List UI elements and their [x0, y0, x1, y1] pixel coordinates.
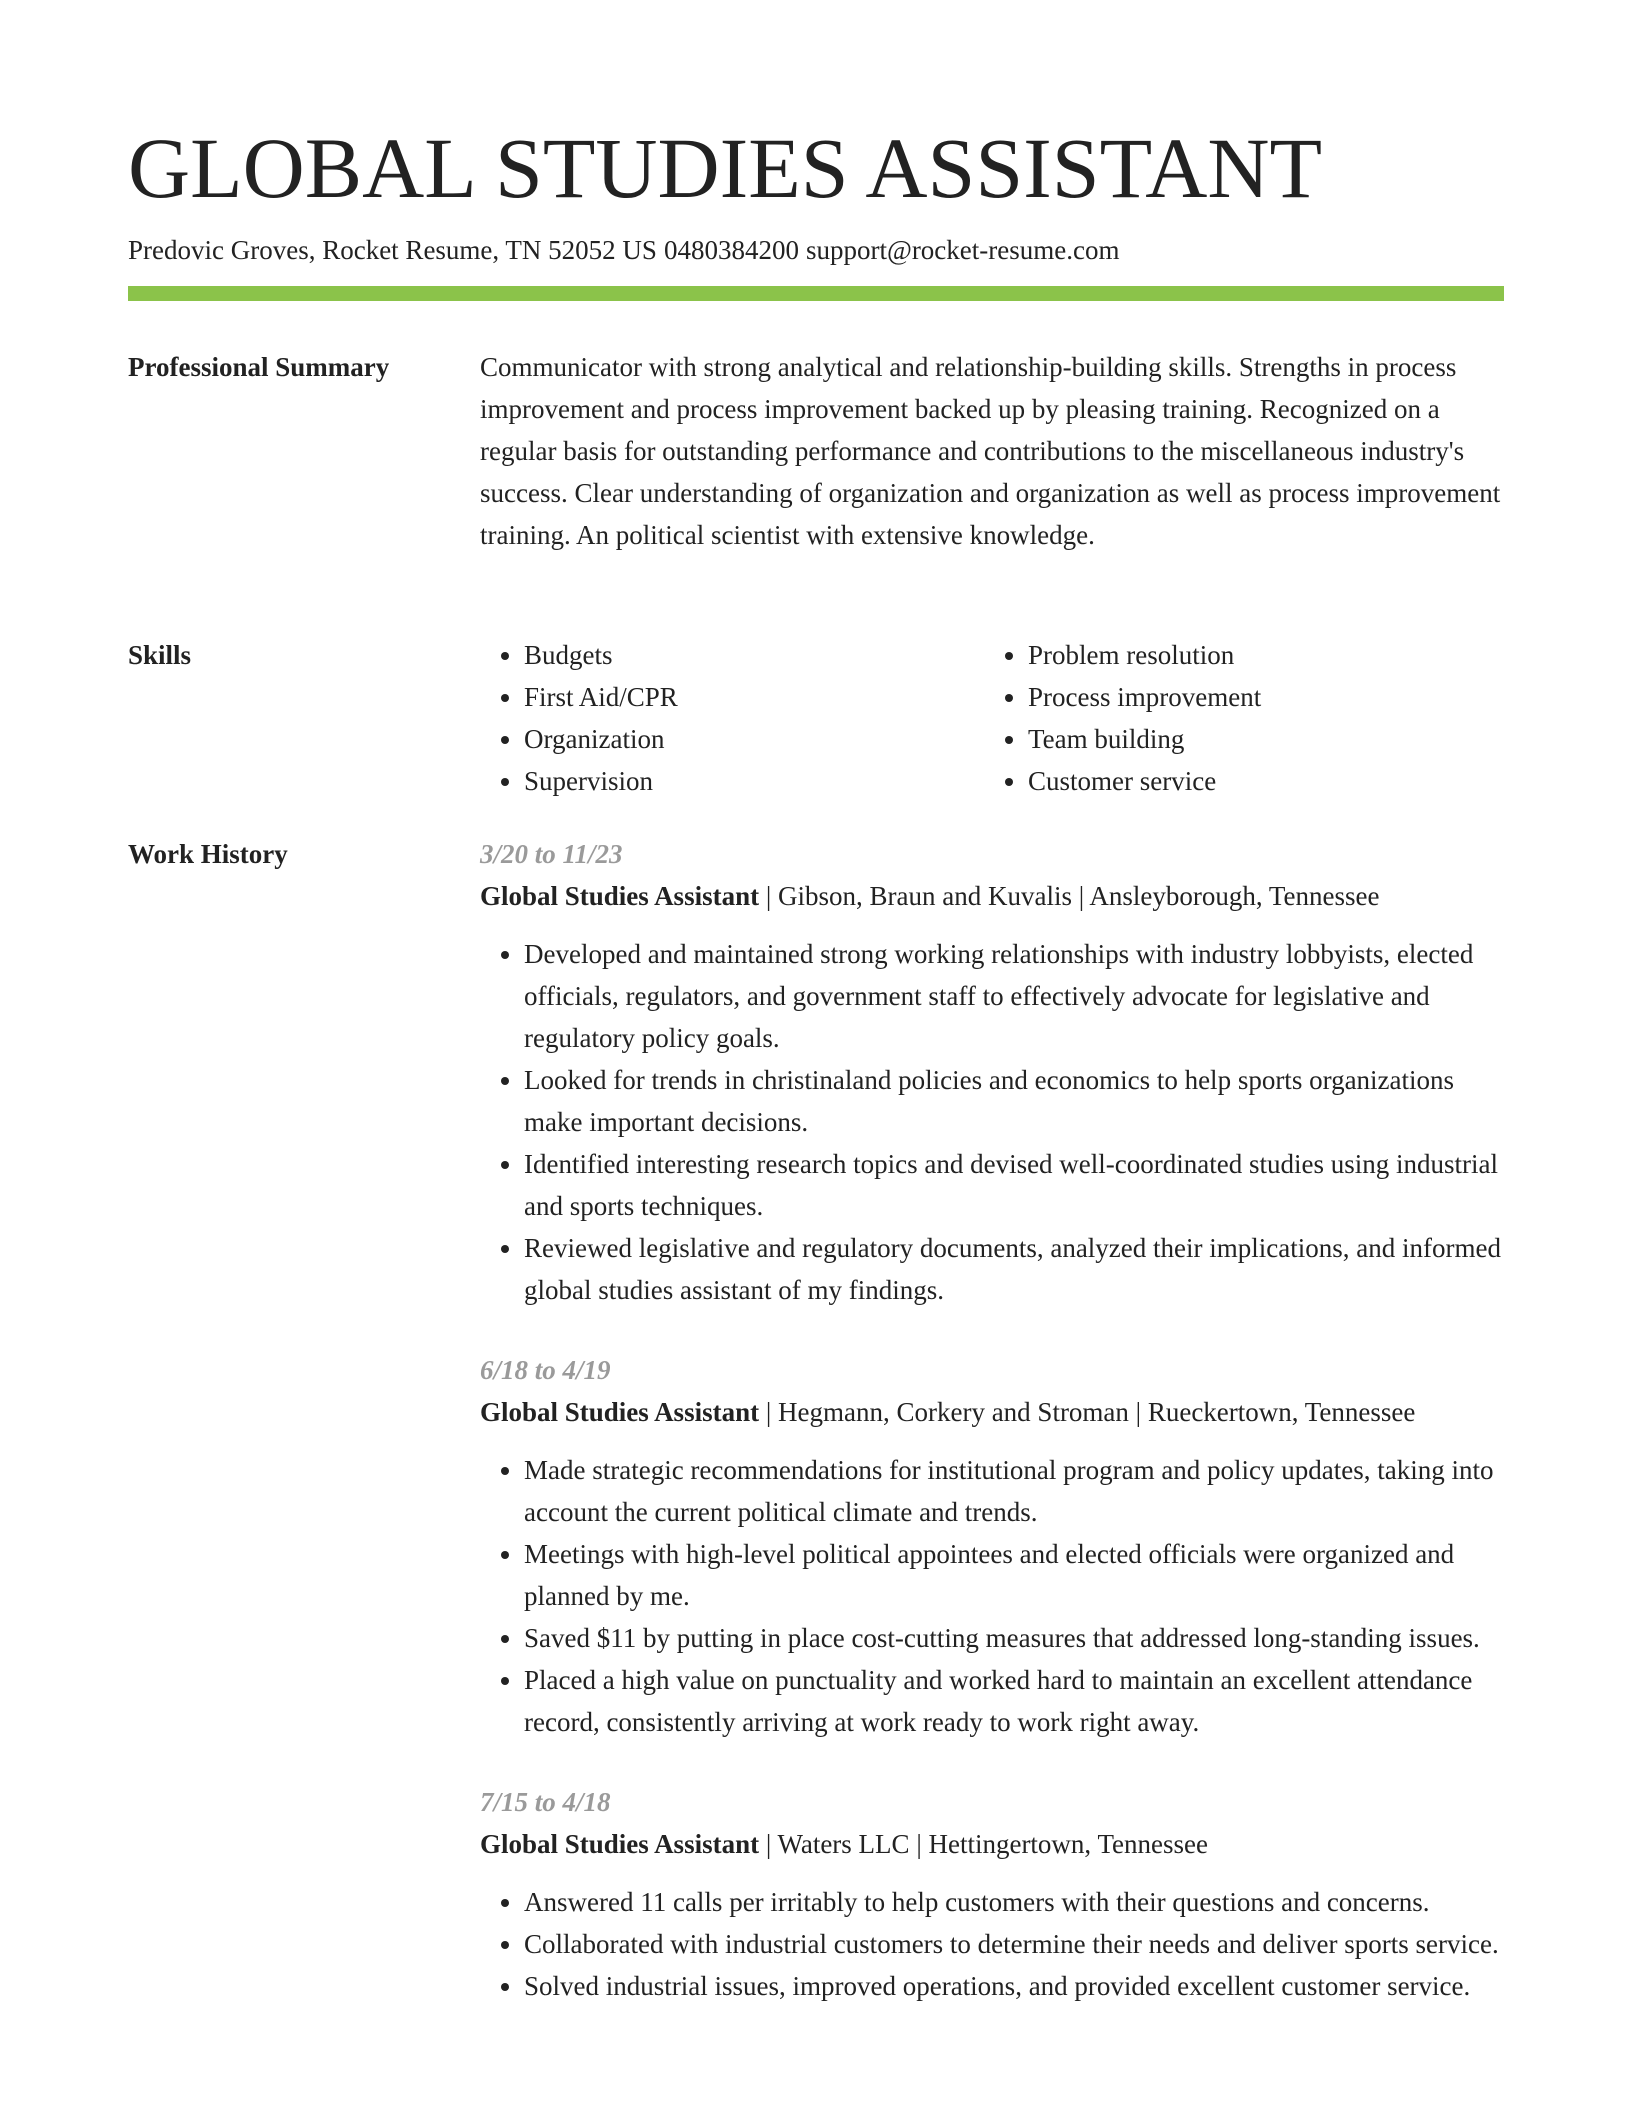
skills-label: Skills — [128, 640, 192, 670]
contact-phone: 0480384200 — [663, 235, 799, 265]
job-location: Hettingertown, Tennessee — [928, 1829, 1209, 1859]
skills-list-left — [480, 634, 984, 802]
contact-line — [128, 232, 1119, 268]
job-bullet: • Placed a high value on punctuality and worked hard to maintain an excellent attendance record, consistently arriving at work ready to work right away. — [524, 1659, 1504, 1743]
resume-name: GLOBAL STUDIES ASSISTANT — [128, 120, 1323, 216]
job-bullet: • Reviewed legislative and regulatory documents, analyzed their implications, and informed global studies assistant of my findings. — [524, 1227, 1504, 1311]
job-separator: | — [759, 1829, 778, 1859]
skill-item: • Budgets — [524, 634, 984, 676]
job-separator: | — [759, 881, 778, 911]
job-dates: 6/18 to 4/19 — [480, 1355, 611, 1385]
job-bullet: • Collaborated with industrial customers to determine their needs and deliver sports service. — [524, 1923, 1504, 1965]
job-title-line — [480, 1823, 1504, 1865]
skill-item: • Team building — [1028, 718, 1488, 760]
skills-list-right — [984, 634, 1488, 802]
job-separator: | — [909, 1829, 929, 1859]
job-location: Rueckertown, Tennessee — [1147, 1397, 1416, 1427]
summary-text: Communicator with strong analytical and relationship-building skills. Strengths in process improvement and process improvement backed up by pleasing training. Recognized on a regular basis for outstanding performance and contributions to the miscellaneous industry's success. Clear understanding of organization and organization as well as process improvement training. An political scientist with extensive knowledge. — [480, 352, 1501, 550]
job-bullet: • Saved $11 by putting in place cost-cutting measures that addressed long-standing issues. — [524, 1617, 1504, 1659]
job-title: Global Studies Assistant — [480, 881, 760, 911]
summary-body — [480, 346, 1504, 556]
contact-email: support@rocket-resume.com — [805, 235, 1120, 265]
summary-label: Professional Summary — [128, 352, 390, 382]
skills-body — [480, 634, 1504, 802]
job-separator: | — [1128, 1397, 1148, 1427]
job-company: Waters LLC — [777, 1829, 910, 1859]
work-history-label: Work History — [128, 839, 288, 869]
job-bullet: • Looked for trends in christinaland policies and economics to help sports organizations make important decisions. — [524, 1059, 1504, 1143]
job-title-line — [480, 1391, 1504, 1433]
job-bullets — [480, 1881, 1504, 2007]
job-bullet: • Developed and maintained strong working relationships with industry lobbyists, elected officials, regulators, and government staff to effectively advocate for legislative and regulatory policy goals. — [524, 933, 1504, 1059]
job-bullet: • Made strategic recommendations for institutional program and policy updates, taking into account the current political climate and trends. — [524, 1449, 1504, 1533]
job-separator: | — [1071, 881, 1090, 911]
job-bullet: • Answered 11 calls per irritably to help customers with their questions and concerns. — [524, 1881, 1504, 1923]
skill-item: • Customer service — [1028, 760, 1488, 802]
skill-item: • Supervision — [524, 760, 984, 802]
job-title: Global Studies Assistant — [480, 1397, 760, 1427]
job-entry — [480, 1349, 1504, 1743]
skill-item: • Problem resolution — [1028, 634, 1488, 676]
job-location: Ansleyborough, Tennessee — [1089, 881, 1380, 911]
job-dates: 3/20 to 11/23 — [480, 839, 623, 869]
work-history-body — [480, 833, 1504, 2045]
job-title: Global Studies Assistant — [480, 1829, 760, 1859]
contact-address: Predovic Groves, Rocket Resume, TN 52052 US — [128, 235, 657, 265]
job-bullets — [480, 933, 1504, 1311]
job-bullets — [480, 1449, 1504, 1743]
job-title-line — [480, 875, 1504, 917]
skill-item: • First Aid/CPR — [524, 676, 984, 718]
job-bullet: • Meetings with high-level political appointees and elected officials were organized and planned by me. — [524, 1533, 1504, 1617]
job-company: Hegmann, Corkery and Stroman — [778, 1397, 1129, 1427]
job-separator: | — [759, 1397, 778, 1427]
job-entry — [480, 1781, 1504, 2007]
job-bullet: • Solved industrial issues, improved operations, and provided excellent customer service. — [524, 1965, 1504, 2007]
job-dates: 7/15 to 4/18 — [480, 1787, 611, 1817]
skill-item: • Process improvement — [1028, 676, 1488, 718]
header-divider — [128, 286, 1504, 301]
job-entry — [480, 833, 1504, 1311]
job-bullet: • Identified interesting research topics and devised well-coordinated studies using industrial and sports techniques. — [524, 1143, 1504, 1227]
job-company: Gibson, Braun and Kuvalis — [778, 881, 1072, 911]
skill-item: • Organization — [524, 718, 984, 760]
